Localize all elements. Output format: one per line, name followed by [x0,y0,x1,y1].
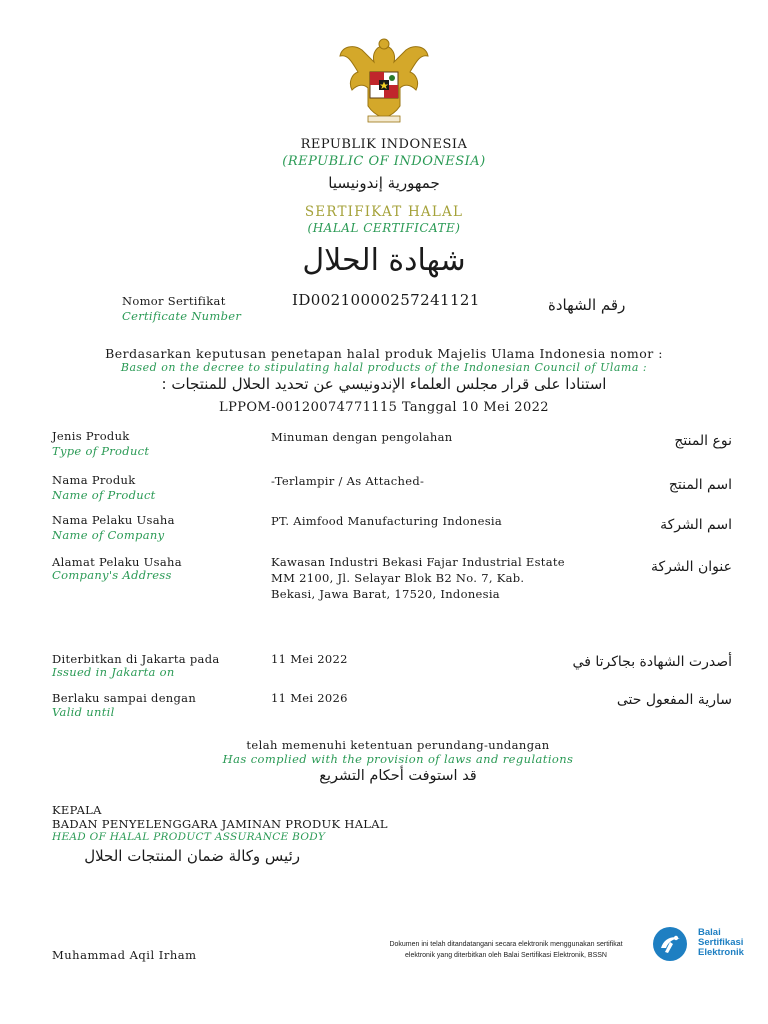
signatory-name: Muhammad Aqil Irham [52,948,197,962]
field-label-en: Issued in Jakarta on [52,665,175,679]
signatory-title: KEPALA [52,803,102,817]
basis-text: Berdasarkan keputusan penetapan halal produk Majelis Ulama Indonesia nomor : [105,346,663,361]
field-value: PT. Aimfood Manufacturing Indonesia [271,514,503,528]
field-label-ar: اسم المنتج [668,477,732,493]
field-value: Minuman dengan pengolahan [271,430,453,444]
certificate-title: SERTIFIKAT HALAL [304,204,464,220]
field-value: -Terlampir / As Attached- [271,474,425,488]
cert-number-label-en: Certificate Number [122,309,242,323]
field-label-ar: اسم الشركة [660,517,732,533]
bsre-logo-line: Balai [698,927,721,938]
field-label-ar: سارية المفعول حتى [616,692,732,708]
address-line: Kawasan Industri Bekasi Fajar Industrial Estate [271,555,565,569]
e-signature-note-line2: elektronik yang diterbitkan oleh Balai Sertifikasi Elektronik, BSSN [405,952,607,959]
signatory-agency-ar: رئيس وكالة ضمان المنتجات الحلال [84,847,300,865]
signatory-agency: BADAN PENYELENGGARA JAMINAN PRODUK HALAL [52,817,388,831]
field-value: 11 Mei 2022 [271,652,348,666]
bsre-logo-text [698,928,744,958]
bsre-logo-icon [652,926,688,962]
compliance-text-en: Has complied with the provision of laws and regulations [222,752,574,766]
certificate-title-en: (HALAL CERTIFICATE) [307,221,461,235]
e-signature-note-line1: Dokumen ini telah ditandatangani secara elektronik menggunakan sertifikat [389,941,623,948]
bsre-logo-line: Elektronik [698,947,744,958]
cert-number-label-ar: رقم الشهادة [548,296,626,314]
field-label-en: Company's Address [52,568,172,582]
field-label-en: Name of Product [52,488,156,502]
cert-number-value: ID00210000257241121 [292,291,480,309]
signatory-agency-en: HEAD OF HALAL PRODUCT ASSURANCE BODY [52,831,326,843]
field-label-ar: أصدرت الشهادة بجاكرتا في [572,654,732,670]
country-name-en: (REPUBLIC OF INDONESIA) [282,154,486,169]
certificate-title-ar: شهادة الحلال [302,243,466,278]
field-label-ar: نوع المنتج [674,433,732,449]
field-label-en: Valid until [52,705,115,719]
compliance-text: telah memenuhi ketentuan perundang-undangan [246,738,550,752]
field-label-en: Type of Product [52,444,150,458]
country-name: REPUBLIK INDONESIA [300,137,468,152]
field-label-en: Name of Company [52,528,165,542]
basis-text-en: Based on the decree to stipulating halal products of the Indonesian Council of Ulama : [120,361,648,374]
country-name-ar: جمهورية إندونيسيا [328,174,440,192]
basis-text-ar: استنادا على قرار مجلس العلماء الإندونيسي عن تحديد الحلال للمنتجات : [161,375,607,393]
field-label: Jenis Produk [52,429,130,443]
bsre-logo-line: Sertifikasi [698,937,744,948]
decree-number: LPPOM-00120074771115 Tanggal 10 Mei 2022 [219,400,549,415]
garuda-emblem-icon [334,34,434,126]
field-label: Diterbitkan di Jakarta pada [52,652,220,666]
field-label: Alamat Pelaku Usaha [52,555,182,569]
compliance-text-ar: قد استوفت أحكام التشريع [319,768,477,784]
address-line: Bekasi, Jawa Barat, 17520, Indonesia [271,587,500,601]
field-label: Berlaku sampai dengan [52,691,197,705]
field-label: Nama Pelaku Usaha [52,513,175,527]
field-label-ar: عنوان الشركة [651,559,732,575]
cert-number-label: Nomor Sertifikat [122,294,226,308]
field-label: Nama Produk [52,473,136,487]
address-line: MM 2100, Jl. Selayar Blok B2 No. 7, Kab. [271,571,525,585]
field-value: 11 Mei 2026 [271,691,348,705]
